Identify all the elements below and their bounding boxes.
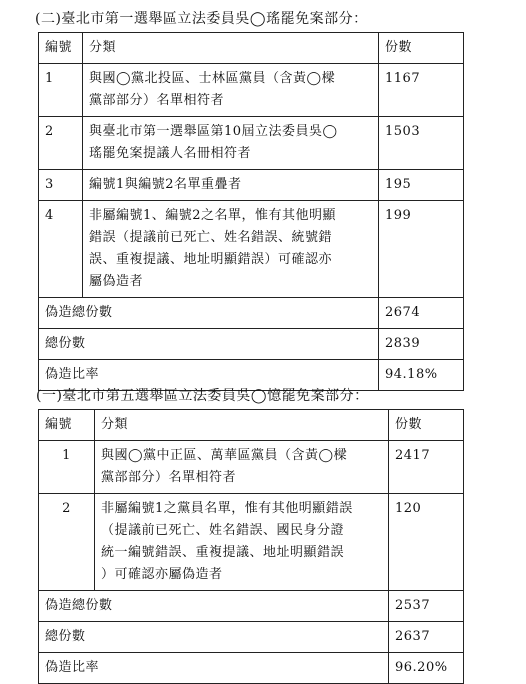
summary-label: 偽造比率 (39, 653, 389, 684)
row-count: 199 (379, 201, 464, 298)
table-row (39, 441, 464, 494)
summary-row (39, 591, 464, 622)
section1-table (38, 32, 464, 391)
header-no: 編號 (39, 33, 83, 64)
row-category: 非屬編號1、編號2之名單，惟有其他明顯 錯誤（提議前已死亡、姓名錯誤、統號錯 誤、重複提議、地址明顯錯誤）可確認亦 屬偽造者 (83, 201, 379, 298)
row-category: 與臺北市第一選舉區第10屆立法委員吳◯ 瑤罷免案提議人名冊相符者 (83, 117, 379, 170)
row-no: 2 (39, 494, 95, 591)
row-count: 120 (389, 494, 464, 591)
summary-row (39, 329, 464, 360)
row-no: 2 (39, 117, 83, 170)
summary-value: 2839 (379, 329, 464, 360)
table-row (39, 117, 464, 170)
summary-label: 偽造總份數 (39, 591, 389, 622)
summary-value: 96.20% (389, 653, 464, 684)
row-no: 1 (39, 441, 95, 494)
summary-row (39, 622, 464, 653)
table-header-row (39, 33, 464, 64)
header-count: 份數 (389, 410, 464, 441)
row-count: 1167 (379, 64, 464, 117)
summary-label: 總份數 (39, 329, 379, 360)
table-header-row (39, 410, 464, 441)
row-count: 2417 (389, 441, 464, 494)
row-count: 195 (379, 170, 464, 201)
row-category: 編號1與編號2名單重疊者 (83, 170, 379, 201)
row-count: 1503 (379, 117, 464, 170)
row-category: 非屬編號1之黨員名單，惟有其他明顯錯誤 （提議前已死亡、姓名錯誤、國民身分證 統一編號錯誤、重複提議、地址明顯錯誤 ）可確認亦屬偽造者 (95, 494, 389, 591)
row-no: 1 (39, 64, 83, 117)
header-no: 編號 (39, 410, 95, 441)
row-category: 與國◯黨北投區、士林區黨員（含黃◯樑 黨部部分）名單相符者 (83, 64, 379, 117)
summary-label: 偽造比率 (39, 360, 379, 391)
summary-value: 2637 (389, 622, 464, 653)
row-no: 4 (39, 201, 83, 298)
header-category: 分類 (95, 410, 389, 441)
header-category: 分類 (83, 33, 379, 64)
section1-heading: (二)臺北市第一選舉區立法委員吳◯瑤罷免案部分： (35, 11, 368, 27)
table-row (39, 170, 464, 201)
summary-value: 2674 (379, 298, 464, 329)
header-count: 份數 (379, 33, 464, 64)
summary-value: 94.18% (379, 360, 464, 391)
table-row (39, 64, 464, 117)
table-row (39, 201, 464, 298)
section2-heading: (一)臺北市第五選舉區立法委員吳◯憶罷免案部分： (36, 388, 369, 404)
summary-value: 2537 (389, 591, 464, 622)
summary-label: 偽造總份數 (39, 298, 379, 329)
row-category: 與國◯黨中正區、萬華區黨員（含黃◯樑 黨部部分）名單相符者 (95, 441, 389, 494)
table-row (39, 494, 464, 591)
row-no: 3 (39, 170, 83, 201)
summary-row (39, 298, 464, 329)
section2-table (38, 409, 464, 684)
summary-label: 總份數 (39, 622, 389, 653)
